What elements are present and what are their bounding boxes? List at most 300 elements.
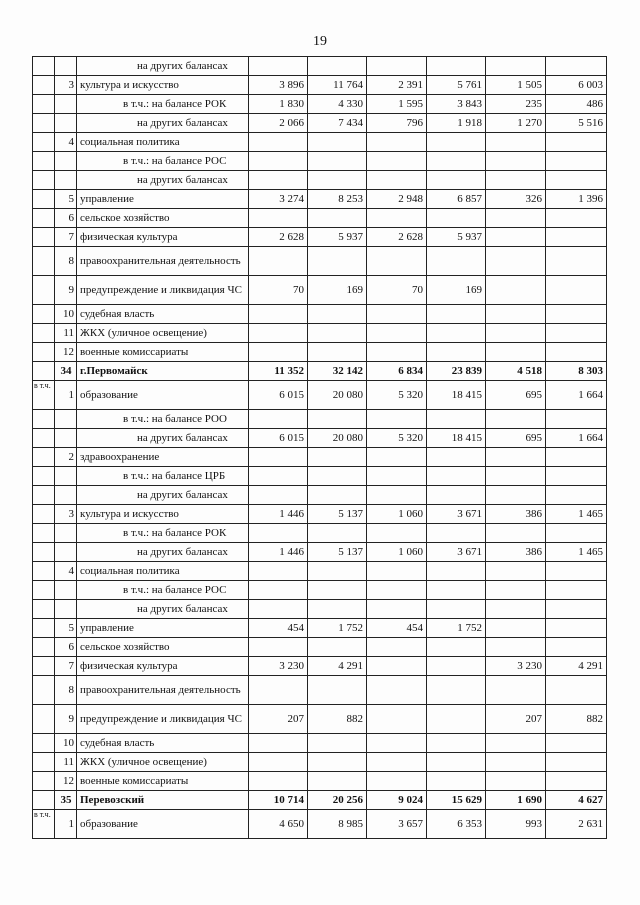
value-cell-3	[367, 524, 427, 543]
table-row	[33, 486, 607, 505]
value-cell-2	[308, 676, 367, 705]
value-cell-5: 1 505	[486, 76, 546, 95]
row-name-cell: на других балансах	[77, 429, 249, 448]
value-cell-1	[249, 753, 308, 772]
row-index-cell: 8	[55, 247, 77, 276]
value-cell-6	[546, 486, 607, 505]
value-cell-1	[249, 448, 308, 467]
value-cell-2: 11 764	[308, 76, 367, 95]
value-cell-6: 8 303	[546, 362, 607, 381]
table-row	[33, 657, 607, 676]
row-index-cell	[55, 600, 77, 619]
value-cell-6	[546, 448, 607, 467]
value-cell-5	[486, 638, 546, 657]
value-cell-6	[546, 676, 607, 705]
value-cell-6: 4 291	[546, 657, 607, 676]
value-cell-1: 454	[249, 619, 308, 638]
row-index-cell: 34	[55, 362, 77, 381]
value-cell-3	[367, 209, 427, 228]
value-cell-5	[486, 343, 546, 362]
table-row	[33, 247, 607, 276]
row-index-cell: 6	[55, 209, 77, 228]
row-name-cell: в т.ч.: на балансе РОО	[77, 410, 249, 429]
value-cell-2	[308, 600, 367, 619]
value-cell-6: 1 465	[546, 543, 607, 562]
value-cell-3: 2 628	[367, 228, 427, 247]
value-cell-3: 3 657	[367, 810, 427, 839]
value-cell-5	[486, 581, 546, 600]
table-row	[33, 429, 607, 448]
table-row	[33, 76, 607, 95]
row-prefix-cell	[33, 114, 55, 133]
value-cell-1: 1 446	[249, 543, 308, 562]
value-cell-5: 4 518	[486, 362, 546, 381]
table-row	[33, 343, 607, 362]
value-cell-4: 18 415	[427, 381, 486, 410]
value-cell-4: 169	[427, 276, 486, 305]
table-row	[33, 638, 607, 657]
table-row	[33, 705, 607, 734]
value-cell-4	[427, 152, 486, 171]
value-cell-2: 20 080	[308, 429, 367, 448]
value-cell-4	[427, 562, 486, 581]
value-cell-3	[367, 676, 427, 705]
row-name-cell: образование	[77, 810, 249, 839]
value-cell-1	[249, 772, 308, 791]
row-name-cell: в т.ч.: на балансе ЦРБ	[77, 467, 249, 486]
row-index-cell: 9	[55, 705, 77, 734]
value-cell-2	[308, 57, 367, 76]
value-cell-6: 6 003	[546, 76, 607, 95]
value-cell-5: 326	[486, 190, 546, 209]
row-prefix-cell	[33, 305, 55, 324]
value-cell-2: 7 434	[308, 114, 367, 133]
row-index-cell: 7	[55, 657, 77, 676]
value-cell-5	[486, 247, 546, 276]
value-cell-2: 8 985	[308, 810, 367, 839]
value-cell-1: 4 650	[249, 810, 308, 839]
row-prefix-cell	[33, 76, 55, 95]
value-cell-6: 1 396	[546, 190, 607, 209]
row-name-cell: культура и искусство	[77, 505, 249, 524]
value-cell-1	[249, 324, 308, 343]
value-cell-3	[367, 410, 427, 429]
value-cell-3	[367, 705, 427, 734]
row-name-cell: в т.ч.: на балансе РОК	[77, 95, 249, 114]
value-cell-5	[486, 133, 546, 152]
value-cell-6	[546, 247, 607, 276]
row-prefix-cell: в т.ч.	[33, 810, 55, 839]
value-cell-3	[367, 734, 427, 753]
row-name-cell: в т.ч.: на балансе РОС	[77, 152, 249, 171]
row-name-cell: правоохранительная деятельность	[77, 676, 249, 705]
row-index-cell	[55, 467, 77, 486]
row-name-cell: военные комиссариаты	[77, 772, 249, 791]
value-cell-1	[249, 467, 308, 486]
value-cell-1	[249, 676, 308, 705]
row-name-cell: на других балансах	[77, 543, 249, 562]
value-cell-4	[427, 581, 486, 600]
row-index-cell	[55, 410, 77, 429]
table-row	[33, 772, 607, 791]
value-cell-3	[367, 638, 427, 657]
value-cell-6: 2 631	[546, 810, 607, 839]
row-name-cell: социальная политика	[77, 133, 249, 152]
value-cell-3: 6 834	[367, 362, 427, 381]
value-cell-6	[546, 324, 607, 343]
row-index-cell: 11	[55, 753, 77, 772]
value-cell-6	[546, 228, 607, 247]
row-prefix-cell	[33, 734, 55, 753]
row-index-cell	[55, 152, 77, 171]
value-cell-5: 207	[486, 705, 546, 734]
row-prefix-cell	[33, 133, 55, 152]
row-prefix-cell	[33, 791, 55, 810]
row-name-cell: предупреждение и ликвидация ЧС	[77, 276, 249, 305]
row-name-cell: на других балансах	[77, 57, 249, 76]
value-cell-5: 1 690	[486, 791, 546, 810]
value-cell-6	[546, 753, 607, 772]
value-cell-5	[486, 486, 546, 505]
row-name-cell: судебная власть	[77, 734, 249, 753]
row-prefix-cell	[33, 171, 55, 190]
budget-table	[32, 56, 607, 839]
row-index-cell: 3	[55, 505, 77, 524]
row-index-cell	[55, 429, 77, 448]
table-row	[33, 57, 607, 76]
row-prefix-cell	[33, 562, 55, 581]
value-cell-1: 3 896	[249, 76, 308, 95]
row-prefix-cell	[33, 600, 55, 619]
value-cell-3	[367, 133, 427, 152]
value-cell-2: 169	[308, 276, 367, 305]
table-row	[33, 324, 607, 343]
value-cell-3	[367, 152, 427, 171]
value-cell-6: 1 664	[546, 381, 607, 410]
value-cell-3	[367, 600, 427, 619]
value-cell-3: 1 060	[367, 543, 427, 562]
value-cell-4: 3 843	[427, 95, 486, 114]
value-cell-6: 1 664	[546, 429, 607, 448]
row-name-cell: сельское хозяйство	[77, 638, 249, 657]
table-row	[33, 171, 607, 190]
value-cell-6	[546, 276, 607, 305]
value-cell-4	[427, 657, 486, 676]
value-cell-4	[427, 772, 486, 791]
row-index-cell: 12	[55, 343, 77, 362]
value-cell-3	[367, 562, 427, 581]
row-prefix-cell	[33, 228, 55, 247]
value-cell-2	[308, 410, 367, 429]
value-cell-2	[308, 324, 367, 343]
value-cell-2	[308, 467, 367, 486]
value-cell-3	[367, 467, 427, 486]
value-cell-5	[486, 448, 546, 467]
row-name-cell: физическая культура	[77, 228, 249, 247]
row-name-cell: в т.ч.: на балансе РОС	[77, 581, 249, 600]
row-prefix-cell	[33, 657, 55, 676]
value-cell-3: 5 320	[367, 429, 427, 448]
value-cell-2	[308, 209, 367, 228]
value-cell-1	[249, 209, 308, 228]
row-index-cell: 9	[55, 276, 77, 305]
value-cell-1: 11 352	[249, 362, 308, 381]
value-cell-6	[546, 467, 607, 486]
table-row-municipality	[33, 791, 607, 810]
table-row	[33, 810, 607, 839]
table-row	[33, 448, 607, 467]
value-cell-6	[546, 772, 607, 791]
row-name-cell: Перевозский	[77, 791, 249, 810]
value-cell-5	[486, 305, 546, 324]
value-cell-4: 15 629	[427, 791, 486, 810]
value-cell-2	[308, 486, 367, 505]
value-cell-3: 70	[367, 276, 427, 305]
value-cell-4	[427, 247, 486, 276]
row-index-cell: 5	[55, 190, 77, 209]
row-prefix-cell	[33, 324, 55, 343]
row-index-cell: 1	[55, 381, 77, 410]
row-name-cell: физическая культура	[77, 657, 249, 676]
value-cell-4: 3 671	[427, 505, 486, 524]
value-cell-1: 1 446	[249, 505, 308, 524]
value-cell-4	[427, 734, 486, 753]
value-cell-4: 18 415	[427, 429, 486, 448]
value-cell-1	[249, 305, 308, 324]
row-prefix-cell	[33, 676, 55, 705]
value-cell-4	[427, 676, 486, 705]
row-index-cell: 3	[55, 76, 77, 95]
row-name-cell: на других балансах	[77, 486, 249, 505]
value-cell-4: 5 937	[427, 228, 486, 247]
table-row	[33, 524, 607, 543]
value-cell-2: 32 142	[308, 362, 367, 381]
row-index-cell: 5	[55, 619, 77, 638]
value-cell-3	[367, 486, 427, 505]
value-cell-5	[486, 57, 546, 76]
row-index-cell: 7	[55, 228, 77, 247]
value-cell-5	[486, 410, 546, 429]
value-cell-5: 3 230	[486, 657, 546, 676]
value-cell-5: 386	[486, 543, 546, 562]
value-cell-2: 4 291	[308, 657, 367, 676]
value-cell-6	[546, 638, 607, 657]
value-cell-1: 6 015	[249, 429, 308, 448]
table-row	[33, 600, 607, 619]
value-cell-3	[367, 57, 427, 76]
value-cell-6: 1 465	[546, 505, 607, 524]
row-index-cell	[55, 114, 77, 133]
table-row	[33, 114, 607, 133]
value-cell-5: 695	[486, 429, 546, 448]
value-cell-1	[249, 638, 308, 657]
value-cell-4	[427, 467, 486, 486]
value-cell-4	[427, 57, 486, 76]
row-name-cell: культура и искусство	[77, 76, 249, 95]
value-cell-5	[486, 676, 546, 705]
row-index-cell: 10	[55, 734, 77, 753]
value-cell-1	[249, 600, 308, 619]
row-name-cell: предупреждение и ликвидация ЧС	[77, 705, 249, 734]
value-cell-4: 6 857	[427, 190, 486, 209]
value-cell-1	[249, 133, 308, 152]
value-cell-6	[546, 343, 607, 362]
row-index-cell: 8	[55, 676, 77, 705]
value-cell-4	[427, 343, 486, 362]
value-cell-5	[486, 524, 546, 543]
value-cell-2: 1 752	[308, 619, 367, 638]
value-cell-4: 1 752	[427, 619, 486, 638]
value-cell-5	[486, 171, 546, 190]
value-cell-1	[249, 57, 308, 76]
row-name-cell: на других балансах	[77, 171, 249, 190]
row-index-cell: 11	[55, 324, 77, 343]
value-cell-4	[427, 410, 486, 429]
value-cell-5: 235	[486, 95, 546, 114]
value-cell-4: 6 353	[427, 810, 486, 839]
row-prefix-cell	[33, 410, 55, 429]
value-cell-6	[546, 581, 607, 600]
row-prefix-cell	[33, 753, 55, 772]
value-cell-1	[249, 152, 308, 171]
value-cell-2	[308, 562, 367, 581]
value-cell-3	[367, 343, 427, 362]
row-index-cell	[55, 486, 77, 505]
value-cell-5	[486, 467, 546, 486]
value-cell-1: 70	[249, 276, 308, 305]
row-name-cell: здравоохранение	[77, 448, 249, 467]
table-row	[33, 505, 607, 524]
row-index-cell: 4	[55, 562, 77, 581]
row-prefix-cell	[33, 95, 55, 114]
value-cell-4	[427, 486, 486, 505]
value-cell-5	[486, 209, 546, 228]
table-row	[33, 381, 607, 410]
row-name-cell: правоохранительная деятельность	[77, 247, 249, 276]
value-cell-4: 5 761	[427, 76, 486, 95]
value-cell-3: 454	[367, 619, 427, 638]
row-prefix-cell	[33, 543, 55, 562]
row-name-cell: социальная политика	[77, 562, 249, 581]
value-cell-6	[546, 152, 607, 171]
value-cell-3: 5 320	[367, 381, 427, 410]
row-name-cell: на других балансах	[77, 114, 249, 133]
value-cell-4	[427, 638, 486, 657]
table-row	[33, 676, 607, 705]
row-name-cell: на других балансах	[77, 600, 249, 619]
row-index-cell: 35	[55, 791, 77, 810]
row-prefix-cell: в т.ч.	[33, 381, 55, 410]
table-row	[33, 619, 607, 638]
value-cell-5	[486, 600, 546, 619]
value-cell-6	[546, 619, 607, 638]
value-cell-6	[546, 410, 607, 429]
table-row	[33, 190, 607, 209]
row-prefix-cell	[33, 705, 55, 734]
value-cell-2	[308, 524, 367, 543]
table-row	[33, 753, 607, 772]
value-cell-2: 882	[308, 705, 367, 734]
value-cell-2	[308, 753, 367, 772]
row-index-cell: 12	[55, 772, 77, 791]
value-cell-2	[308, 171, 367, 190]
value-cell-5	[486, 734, 546, 753]
value-cell-6	[546, 734, 607, 753]
row-name-cell: г.Первомайск	[77, 362, 249, 381]
row-prefix-cell	[33, 619, 55, 638]
value-cell-6	[546, 171, 607, 190]
value-cell-5	[486, 324, 546, 343]
value-cell-6	[546, 524, 607, 543]
value-cell-1	[249, 734, 308, 753]
value-cell-4	[427, 171, 486, 190]
value-cell-2	[308, 448, 367, 467]
row-index-cell	[55, 57, 77, 76]
table-row	[33, 152, 607, 171]
value-cell-6: 5 516	[546, 114, 607, 133]
value-cell-3	[367, 324, 427, 343]
value-cell-3: 796	[367, 114, 427, 133]
value-cell-2: 5 137	[308, 543, 367, 562]
value-cell-5	[486, 562, 546, 581]
value-cell-3	[367, 753, 427, 772]
row-index-cell	[55, 524, 77, 543]
table-row	[33, 734, 607, 753]
value-cell-5	[486, 619, 546, 638]
value-cell-2: 20 256	[308, 791, 367, 810]
row-prefix-cell	[33, 362, 55, 381]
value-cell-1	[249, 486, 308, 505]
value-cell-2: 5 937	[308, 228, 367, 247]
table-row	[33, 467, 607, 486]
value-cell-1: 10 714	[249, 791, 308, 810]
value-cell-4	[427, 448, 486, 467]
value-cell-3: 2 948	[367, 190, 427, 209]
value-cell-5: 695	[486, 381, 546, 410]
value-cell-1	[249, 247, 308, 276]
value-cell-2	[308, 581, 367, 600]
table-row	[33, 95, 607, 114]
value-cell-4	[427, 705, 486, 734]
value-cell-2: 4 330	[308, 95, 367, 114]
value-cell-3	[367, 772, 427, 791]
value-cell-4	[427, 305, 486, 324]
row-prefix-cell	[33, 772, 55, 791]
value-cell-6: 4 627	[546, 791, 607, 810]
value-cell-6	[546, 133, 607, 152]
row-prefix-cell	[33, 190, 55, 209]
row-index-cell: 2	[55, 448, 77, 467]
table-row	[33, 562, 607, 581]
value-cell-4: 23 839	[427, 362, 486, 381]
value-cell-1	[249, 562, 308, 581]
table-row-municipality	[33, 362, 607, 381]
value-cell-3	[367, 171, 427, 190]
value-cell-6	[546, 57, 607, 76]
table-row	[33, 276, 607, 305]
value-cell-5: 1 270	[486, 114, 546, 133]
table-row	[33, 133, 607, 152]
table-row	[33, 305, 607, 324]
value-cell-1	[249, 581, 308, 600]
value-cell-3	[367, 247, 427, 276]
value-cell-1: 3 230	[249, 657, 308, 676]
value-cell-1	[249, 171, 308, 190]
row-index-cell: 1	[55, 810, 77, 839]
row-index-cell	[55, 95, 77, 114]
row-prefix-cell	[33, 638, 55, 657]
row-prefix-cell	[33, 581, 55, 600]
